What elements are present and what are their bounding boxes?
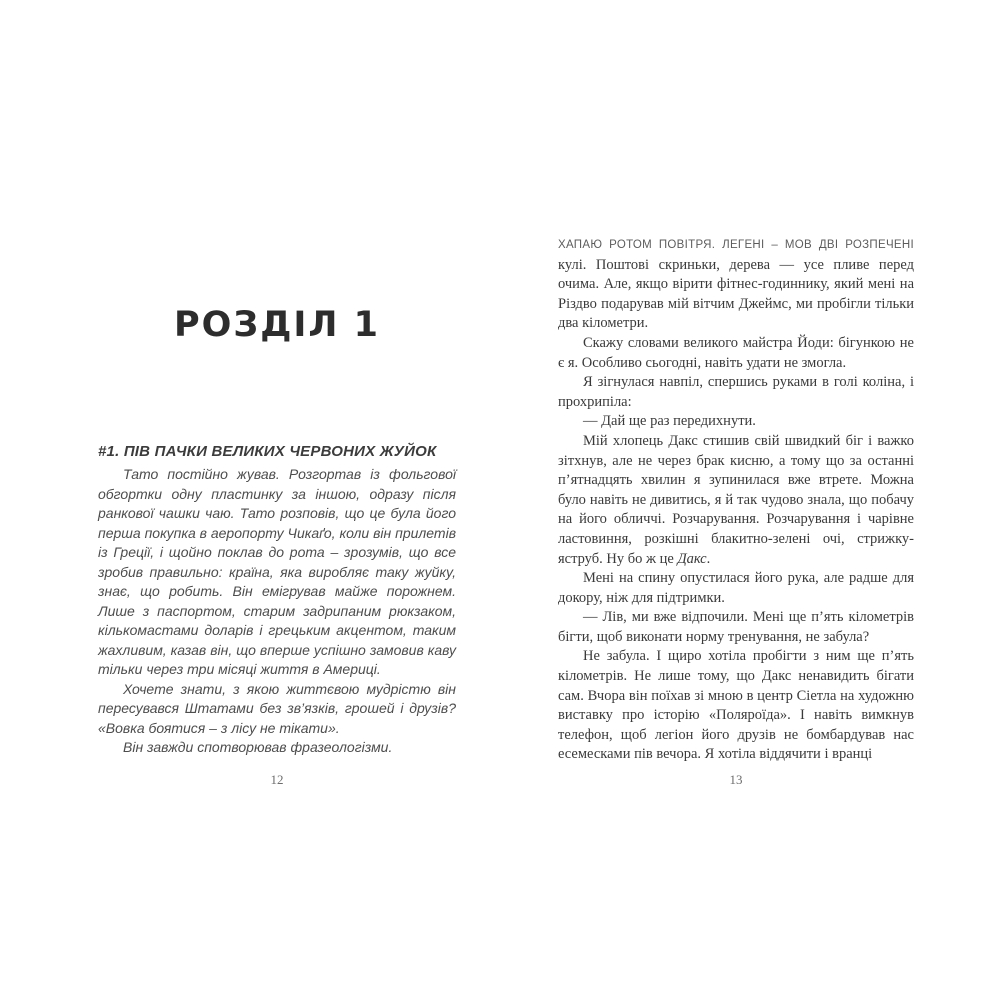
emphasized-text: Дакс — [677, 550, 707, 567]
paragraph — [558, 373, 914, 412]
text-run: Не забула. І щиро хотіла пробігти з ним ще п’ять кілометрів. Не лише тому, що Дакс ненавидить бігати сам. Вчора він поїхав зі мною в центр Сіетла на художню виставку про історію «Поляроїда». І навіть вимкнув телефон, щоб легіон його друзів не бомбардував нас есемесками пів вечора. Я хотіла віддячити і вранці — [558, 648, 914, 763]
right-page — [558, 0, 914, 1000]
paragraph — [98, 680, 456, 739]
text-run: Мені на спину опустилася його рука, але радше для докору, ніж для підтримки. — [558, 570, 914, 606]
left-page-text — [98, 465, 456, 758]
paragraph — [558, 569, 914, 608]
paragraph — [98, 738, 456, 758]
paragraph — [558, 334, 914, 373]
text-run: Мій хлопець Дакс стишив свій швидкий біг і важко зітхнув, але не через брак кисню, а тому що за останні п’ятнадцять хвилин я зупинилася вже втрете. Можна було навіть не дивитись, я й так чудово знала, що побачу на його обличчі. Розчарування. Розчарування і чарівне ластовиння, розкішні блакитно-зелені очі, стрижку-яструб. Ну бо ж це — [558, 432, 914, 567]
page-number-right: 13 — [729, 772, 743, 787]
text-run: — Дай ще раз передихнути. — [583, 413, 756, 430]
paragraph — [558, 256, 914, 334]
right-page-text — [558, 236, 914, 765]
paragraph — [558, 432, 914, 569]
text-run: Скажу словами великого майстра Йоди: бігункою не є я. Особливо сьогодні, навіть удати не змогла. — [558, 334, 914, 371]
text-run: Хочете знати, з якою життєвою мудрістю він пересувався Штатами без зв’язків, грошей і друзів? «Вовка боятися – з лісу не тікати». — [98, 680, 456, 736]
paragraph-lead-in: ХАПАЮ РОТОМ ПОВІТРЯ. ЛЕГЕНІ – МОВ ДВІ РОЗПЕЧЕНІ — [558, 239, 914, 251]
paragraph — [558, 608, 914, 647]
text-run: . — [706, 550, 711, 567]
text-run: — Лів, ми вже відпочили. Мені ще п’ять кілометрів бігти, щоб виконати норму тренування, не забула? — [558, 609, 914, 645]
paragraph — [558, 412, 914, 432]
page-number-left: 12 — [270, 772, 284, 787]
section-heading: #1. ПІВ ПАЧКИ ВЕЛИКИХ ЧЕРВОНИХ ЖУЙОК — [98, 443, 437, 460]
left-page — [98, 0, 456, 1000]
text-run: Я зігнулася навпіл, спершись руками в голі коліна, і прохрипіла: — [558, 374, 914, 410]
text-run: Тато постійно жував. Розгортав із фольгової обгортки одну пластинку за іншою, одразу після ранкової чашки чаю. Тато розповів, що це була його перша покупка в аеропорту Чикаґо, коли він прилетів із Греції, і щойно поклав до рота – зрозумів, що все зробив правильно: країна, яка виробляє таку жуйку, знає, що робить. Він емігрував майже порожнем. Лише з паспортом, старим задрипаним рюкзаком, кількомастами доларів і грецьким акцентом, таким жахливим, казав він, що вперше успішно замовив каву тільки через три місяці життя в Америці. — [98, 466, 457, 677]
paragraph — [98, 465, 456, 680]
text-run: Він завжди спотворював фразеологізми. — [123, 739, 393, 755]
text-run: кулі. Поштові скриньки, дерева — усе пливе перед очима. Але, якщо вірити фітнес-годиннику, який мені на Різдво подарував мій вітчим Джеймс, ми пробігли тільки два кілометри. — [558, 256, 914, 332]
paragraph — [558, 647, 914, 765]
chapter-heading: РОЗДІЛ 1 — [173, 305, 381, 345]
